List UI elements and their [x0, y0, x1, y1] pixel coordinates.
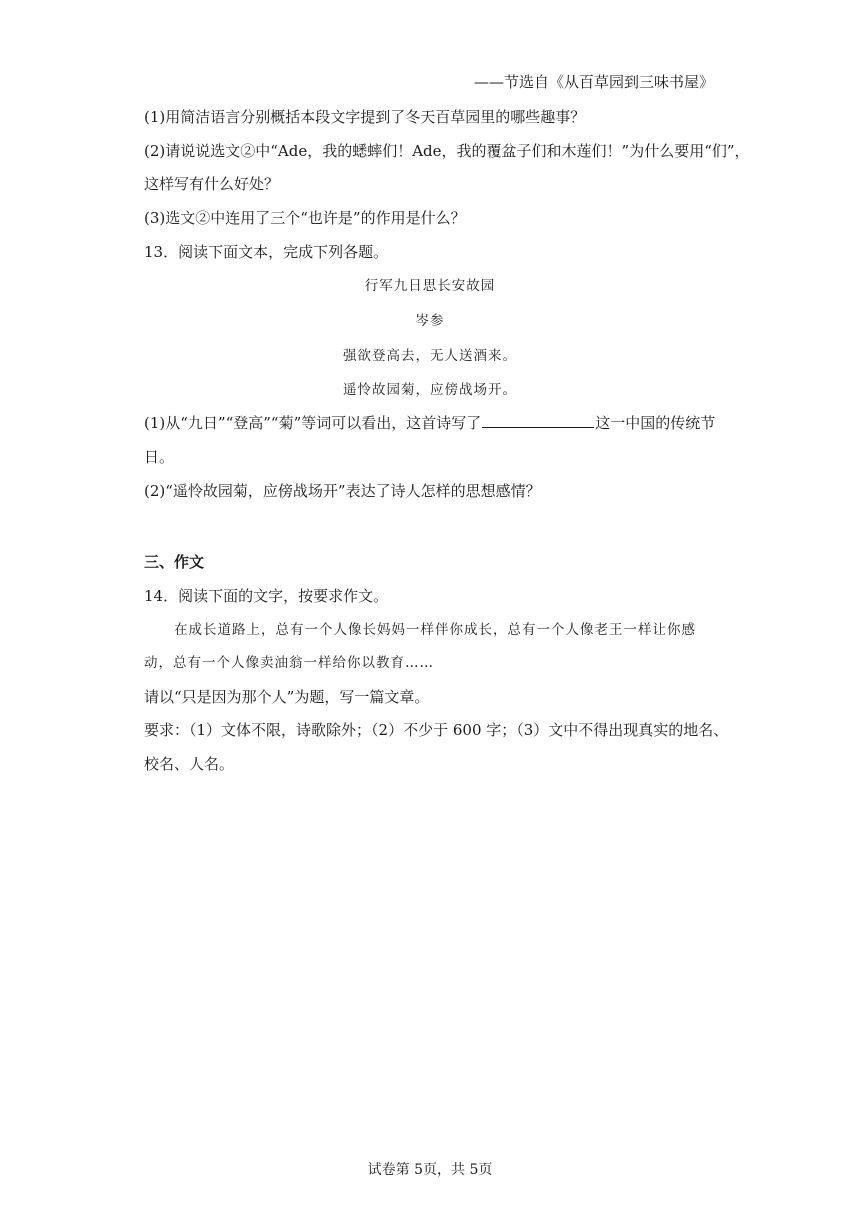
composition-prompt-line-2: 动，总有一个人像卖油翁一样给你以教育…… — [144, 655, 434, 671]
question-12-part-2-line-1: (2)请说说选文②中“Ade，我的蟋蟀们！Ade，我的覆盆子们和木莲们！”为什么要用“们”， — [144, 142, 750, 160]
question-14-stem: 14．阅读下面的文字，按要求作文。 — [144, 587, 389, 605]
composition-requirements-line-2: 校名、人名。 — [144, 755, 235, 773]
question-12-part-1: (1)用简洁语言分别概括本段文字提到了冬天百草园里的哪些趣事？ — [144, 108, 586, 126]
question-13-part-1-line-1 — [144, 413, 715, 433]
question-13-stem: 13．阅读下面文本，完成下列各题。 — [144, 243, 389, 261]
composition-requirements-line-1: 要求：（1）文体不限，诗歌除外；（2）不少于 600 字；（3）文中不得出现真实的地名、 — [144, 721, 729, 739]
poem-line-1: 强欲登高去，无人送酒来。 — [343, 348, 517, 364]
composition-prompt-line-1: 在成长道路上，总有一个人像长妈妈一样伴你成长，总有一个人像老王一样让你感 — [174, 622, 696, 638]
poem-title: 行军九日思长安故园 — [364, 278, 496, 294]
question-12-part-2-line-2: 这样写有什么好处？ — [144, 175, 280, 193]
question-12-part-3: (3)选文②中连用了三个“也许是”的作用是什么？ — [144, 209, 466, 227]
page-footer: 试卷第 5页，共 5页 — [367, 1162, 493, 1178]
poem-line-2: 遥怜故园菊，应傍战场开。 — [343, 382, 517, 398]
answer-blank[interactable] — [482, 413, 594, 428]
composition-task: 请以“只是因为那个人”为题，写一篇文章。 — [144, 688, 430, 706]
question-13-part-1-after-blank: 这一中国的传统节 — [595, 414, 716, 432]
question-13-part-1-before-blank: (1)从“九日”“登高”“菊”等词可以看出，这首诗写了 — [144, 414, 482, 432]
question-13-part-1-line-2: 日。 — [144, 448, 175, 466]
question-13-part-2: (2)“遥怜故园菊，应傍战场开”表达了诗人怎样的思想感情？ — [144, 482, 541, 500]
poem-author: 岑参 — [415, 313, 445, 329]
source-citation: ——节选自《从百草园到三味书屋》 — [473, 73, 714, 91]
section-heading-composition: 三、作文 — [144, 553, 205, 571]
